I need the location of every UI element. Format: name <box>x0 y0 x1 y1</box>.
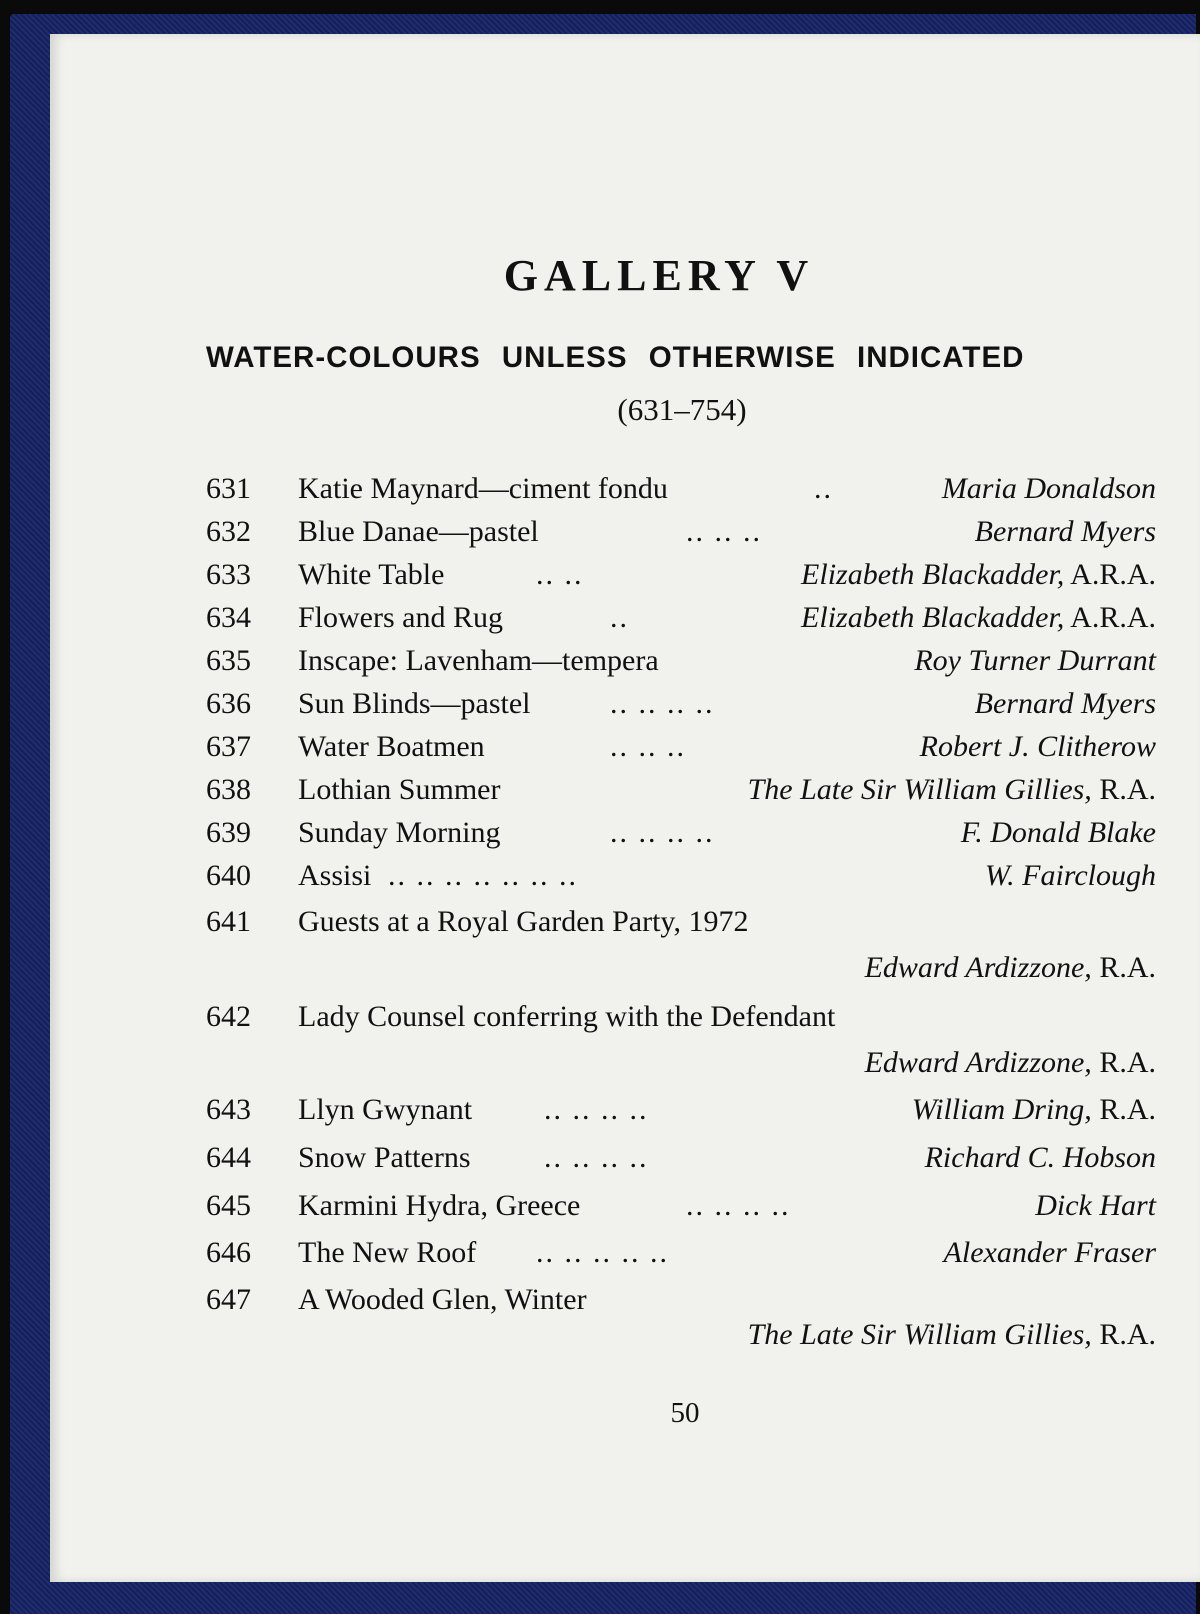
leader-dots: .. .. .. .. <box>544 1141 649 1174</box>
entry-number: 644 <box>206 1141 251 1174</box>
entry-artist <box>256 951 1156 985</box>
entry-title: Water Boatmen <box>298 730 485 763</box>
artist-name: F. Donald Blake <box>960 816 1156 849</box>
entry-number: 638 <box>206 773 251 806</box>
artist-honours: R.A. <box>1091 1093 1156 1126</box>
artist-name: Alexander Fraser <box>943 1236 1156 1269</box>
artist-honours: R.A. <box>1091 1318 1156 1351</box>
entry-title: Karmini Hydra, Greece <box>298 1189 581 1222</box>
entry-number: 642 <box>206 1000 251 1033</box>
entry-title: Katie Maynard—ciment fondu <box>298 472 668 505</box>
artist-honours: A.R.A. <box>1064 601 1156 634</box>
entry-title: Guests at a Royal Garden Party, 1972 <box>298 905 749 938</box>
catalogue-entry <box>206 730 1156 770</box>
entry-number: 633 <box>206 558 251 591</box>
artist-name: William Dring, <box>911 1093 1092 1126</box>
leader-dots: .. .. .. .. .. <box>536 1236 669 1269</box>
entry-title: Sun Blinds—pastel <box>298 687 531 720</box>
gallery-heading: GALLERY V <box>503 251 815 300</box>
catalogue-entry <box>206 905 1156 945</box>
entry-artist <box>801 558 1156 592</box>
artist-honours: R.A. <box>1091 1046 1156 1079</box>
entry-number: 643 <box>206 1093 251 1126</box>
entry-artist <box>985 859 1156 893</box>
entry-number: 639 <box>206 816 251 849</box>
entry-title: White Table <box>298 558 445 591</box>
entry-number: 647 <box>206 1283 251 1316</box>
entry-number: 640 <box>206 859 251 892</box>
catalogue-entry <box>206 644 1156 684</box>
artist-name: Edward Ardizzone, <box>864 1046 1092 1079</box>
entry-artist <box>975 515 1156 549</box>
entry-number: 632 <box>206 515 251 548</box>
entry-number: 646 <box>206 1236 251 1269</box>
entry-title: Sunday Morning <box>298 816 501 849</box>
entry-number: 641 <box>206 905 251 938</box>
entry-number: 645 <box>206 1189 251 1222</box>
artist-name: Robert J. Clitherow <box>919 730 1156 763</box>
artist-name: Richard C. Hobson <box>924 1141 1156 1174</box>
entry-artist <box>961 816 1156 850</box>
entry-title: Llyn Gwynant <box>298 1093 473 1126</box>
leader-dots: .. .. .. <box>610 730 686 763</box>
entry-artist <box>944 1236 1156 1270</box>
entry-artist <box>256 1046 1156 1080</box>
catalogue-entry <box>206 1283 1156 1323</box>
artist-name: Elizabeth Blackadder, <box>801 601 1065 634</box>
leader-dots: .. .. .. <box>686 515 762 548</box>
entry-artist <box>920 730 1156 764</box>
entry-artist <box>975 687 1156 721</box>
catalogue-entry <box>206 558 1156 598</box>
entry-artist <box>912 1093 1156 1127</box>
entry-number: 637 <box>206 730 251 763</box>
entry-artist <box>942 472 1156 506</box>
leader-dots: .. <box>610 601 629 634</box>
entry-artist <box>925 1141 1156 1175</box>
artist-name: The Late Sir William Gillies, <box>747 1318 1092 1351</box>
catalogue-entry <box>206 601 1156 641</box>
entry-title: A Wooded Glen, Winter <box>298 1283 587 1316</box>
leader-dots: .. .. .. .. <box>610 816 715 849</box>
catalogue-entry <box>206 816 1156 856</box>
catalogue-entry <box>206 1189 1156 1229</box>
entry-number: 631 <box>206 472 251 505</box>
entry-artist <box>801 601 1156 635</box>
entry-title: Assisi <box>298 859 372 892</box>
catalogue-range: (631–754) <box>617 392 747 427</box>
leader-dots: .. .. .. .. <box>544 1093 649 1126</box>
leader-dots: .. .. .. .. <box>610 687 715 720</box>
leader-dots: .. .. <box>536 558 584 591</box>
page-number: 50 <box>670 1397 700 1429</box>
artist-name: Edward Ardizzone, <box>864 951 1092 984</box>
artist-name: Bernard Myers <box>974 687 1156 720</box>
catalogue-entry <box>206 1141 1156 1181</box>
catalogue-entry <box>206 859 1156 899</box>
artist-honours: R.A. <box>1091 773 1156 806</box>
entry-title: Inscape: Lavenham—tempera <box>298 644 659 677</box>
entry-title: Snow Patterns <box>298 1141 471 1174</box>
entry-artist <box>1035 1189 1156 1223</box>
catalogue-entry <box>206 472 1156 512</box>
artist-name: Dick Hart <box>1035 1189 1156 1222</box>
leader-dots: .. <box>814 472 833 505</box>
catalogue-entry <box>206 1236 1156 1276</box>
artist-name: W. Fairclough <box>984 859 1156 892</box>
catalogue-entry <box>206 515 1156 555</box>
entry-artist <box>914 644 1156 678</box>
entry-title: Blue Danae—pastel <box>298 515 539 548</box>
artist-name: Maria Donaldson <box>941 472 1156 505</box>
artist-name: The Late Sir William Gillies, <box>747 773 1092 806</box>
entry-title: Flowers and Rug <box>298 601 503 634</box>
leader-dots: .. .. .. .. .. .. .. <box>388 859 578 892</box>
catalogue-entry <box>206 687 1156 727</box>
entry-number: 636 <box>206 687 251 720</box>
entry-title: The New Roof <box>298 1236 477 1269</box>
entry-number: 635 <box>206 644 251 677</box>
artist-name: Elizabeth Blackadder, <box>801 558 1065 591</box>
medium-subheading: WATER-COLOURS UNLESS OTHERWISE INDICATED <box>206 341 1025 374</box>
artist-name: Bernard Myers <box>974 515 1156 548</box>
catalogue-entry <box>206 1093 1156 1133</box>
entry-artist <box>256 1318 1156 1352</box>
entry-number: 634 <box>206 601 251 634</box>
artist-honours: R.A. <box>1091 951 1156 984</box>
entry-title: Lady Counsel conferring with the Defendant <box>298 1000 836 1033</box>
entry-artist <box>748 773 1156 807</box>
leader-dots: .. .. .. .. <box>686 1189 791 1222</box>
entry-title: Lothian Summer <box>298 773 501 806</box>
catalogue-entry <box>206 773 1156 813</box>
artist-honours: A.R.A. <box>1064 558 1156 591</box>
artist-name: Roy Turner Durrant <box>914 644 1156 677</box>
catalogue-entry <box>206 1000 1156 1040</box>
